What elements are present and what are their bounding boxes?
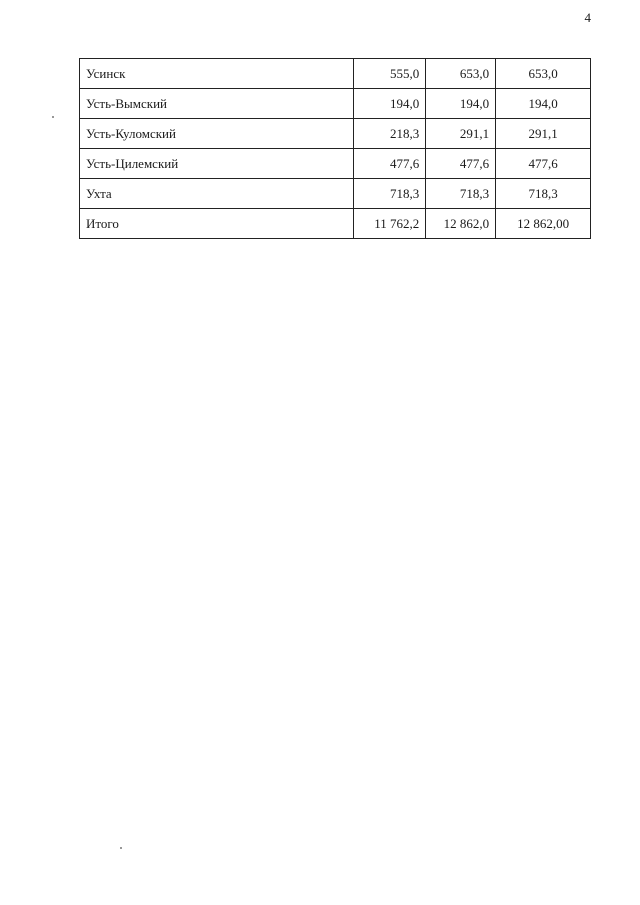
value-col-2: 194,0 — [426, 89, 496, 119]
total-col-1: 11 762,2 — [354, 209, 426, 239]
total-label: Итого — [80, 209, 354, 239]
value-col-3: 653,0 — [496, 59, 591, 89]
table-row — [80, 179, 591, 209]
page-number: 4 — [584, 10, 591, 25]
scan-speck — [120, 847, 122, 849]
total-col-3: 12 862,00 — [496, 209, 591, 239]
value-col-1: 194,0 — [354, 89, 426, 119]
district-name: Усть-Цилемский — [80, 149, 354, 179]
table-row — [80, 119, 591, 149]
district-name: Усть-Куломский — [80, 119, 354, 149]
district-name: Усинск — [80, 59, 354, 89]
value-col-2: 291,1 — [426, 119, 496, 149]
district-name: Ухта — [80, 179, 354, 209]
value-col-1: 555,0 — [354, 59, 426, 89]
value-col-3: 194,0 — [496, 89, 591, 119]
value-col-1: 718,3 — [354, 179, 426, 209]
total-col-2: 12 862,0 — [426, 209, 496, 239]
data-table — [79, 58, 591, 239]
table-row — [80, 59, 591, 89]
value-col-2: 718,3 — [426, 179, 496, 209]
value-col-3: 718,3 — [496, 179, 591, 209]
value-col-3: 291,1 — [496, 119, 591, 149]
district-name: Усть-Вымский — [80, 89, 354, 119]
value-col-1: 477,6 — [354, 149, 426, 179]
value-col-3: 477,6 — [496, 149, 591, 179]
table-row — [80, 149, 591, 179]
scan-speck — [52, 116, 54, 118]
table-row — [80, 89, 591, 119]
value-col-1: 218,3 — [354, 119, 426, 149]
value-col-2: 477,6 — [426, 149, 496, 179]
value-col-2: 653,0 — [426, 59, 496, 89]
table-total-row — [80, 209, 591, 239]
